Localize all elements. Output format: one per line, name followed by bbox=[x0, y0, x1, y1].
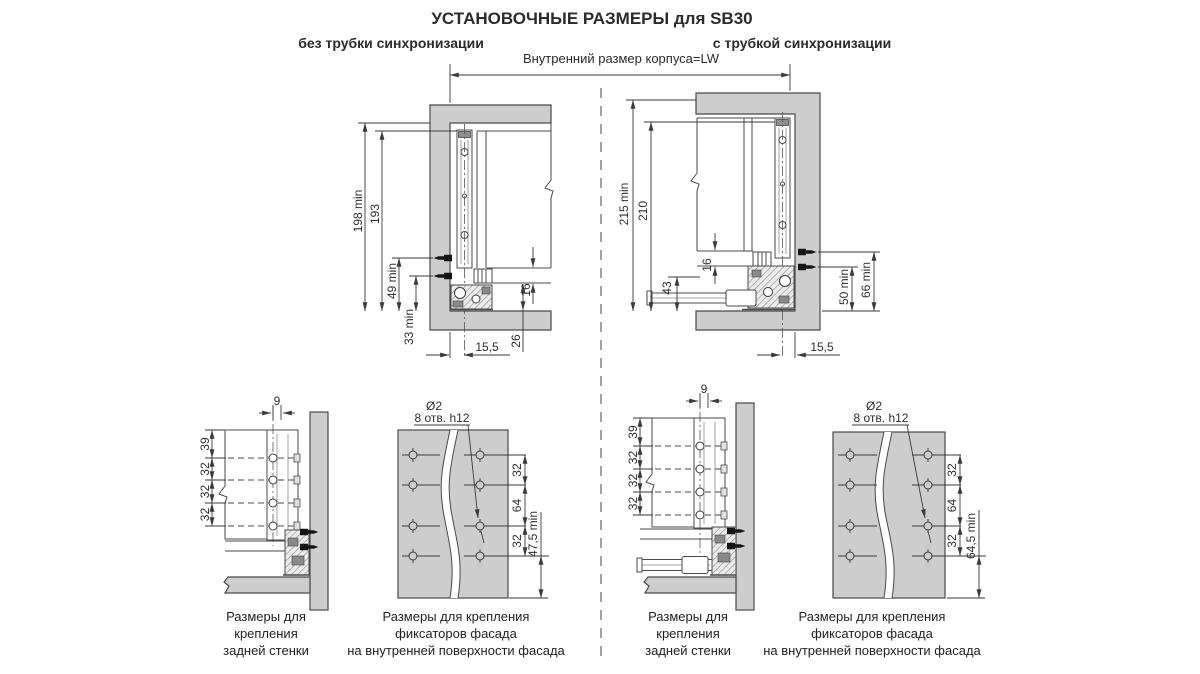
callout-holes: 8 отв. h12 bbox=[853, 411, 909, 425]
callout-holes: 8 отв. h12 bbox=[414, 411, 470, 425]
dim-screw-upper: 49 min bbox=[385, 262, 399, 300]
dim-row2: 32 bbox=[198, 462, 212, 476]
synchronization-tube bbox=[637, 557, 712, 574]
page-title: УСТАНОВОЧНЫЕ РАЗМЕРЫ для SB30 bbox=[431, 9, 753, 28]
dim-3: 32 bbox=[945, 534, 959, 548]
dim-top: 39 bbox=[198, 437, 212, 451]
dim-side-offset: 15,5 bbox=[475, 340, 499, 354]
caption-line: задней стенки bbox=[223, 643, 309, 658]
dim-axis-offset: 9 bbox=[273, 394, 281, 408]
dim-row4: 32 bbox=[626, 496, 640, 511]
dim-axis-offset: 9 bbox=[700, 382, 708, 396]
side-view-with-tube bbox=[617, 93, 880, 358]
dim-height-min: 215 min bbox=[617, 182, 631, 226]
dim-2: 64 bbox=[510, 498, 524, 513]
dim-bottom-gap: 26 bbox=[509, 334, 523, 348]
dim-1: 32 bbox=[510, 463, 524, 477]
caption-line: Размеры для крепления bbox=[382, 609, 530, 624]
dim-bottom-thickness: 16 bbox=[519, 283, 533, 297]
locking-mechanism bbox=[285, 530, 309, 575]
drawer-side-panel bbox=[310, 412, 328, 610]
rear-wall-view-right bbox=[626, 382, 754, 658]
caption-line: Размеры для bbox=[648, 609, 728, 624]
facade-holes-view-left bbox=[347, 399, 565, 658]
dim-rail-height: 193 bbox=[368, 203, 382, 225]
dim-rail-height: 210 bbox=[636, 200, 650, 222]
dim-row3: 32 bbox=[198, 484, 212, 499]
lw-dim-label: Внутренний размер корпуса=LW bbox=[522, 51, 720, 66]
dim-screw-upper: 66 min bbox=[859, 261, 873, 299]
dim-3: 32 bbox=[510, 534, 524, 548]
dim-2: 64 bbox=[945, 498, 959, 513]
caption-line: на внутренней поверхности фасада bbox=[763, 643, 981, 658]
back-wall-panel bbox=[646, 418, 694, 527]
dim-row4: 32 bbox=[198, 507, 212, 522]
facade-holes-view-right bbox=[763, 399, 986, 658]
dim-top: 39 bbox=[626, 425, 640, 439]
dim-bottom-thickness: 16 bbox=[700, 258, 714, 272]
dim-height-min: 198 min bbox=[351, 189, 365, 233]
back-wall-panel bbox=[219, 430, 267, 539]
dim-screw-lower: 33 min bbox=[402, 308, 416, 346]
caption-line: фиксаторов фасада bbox=[811, 626, 933, 641]
drawer-side-panel bbox=[736, 403, 754, 610]
caption-line: фиксаторов фасада bbox=[395, 626, 517, 641]
dim-screw-lower: 50 min bbox=[837, 268, 851, 306]
caption-line: Размеры для bbox=[226, 609, 306, 624]
side-view-without-tube bbox=[351, 105, 553, 358]
dim-1: 32 bbox=[945, 463, 959, 477]
rear-wall-view-left bbox=[198, 394, 328, 658]
caption-line: задней стенки bbox=[645, 643, 731, 658]
cabinet-bottom bbox=[644, 577, 736, 593]
dim-row3: 32 bbox=[626, 473, 640, 488]
caption-line: Размеры для крепления bbox=[798, 609, 946, 624]
right-variant-title: с трубкой синхронизации bbox=[712, 35, 892, 51]
left-variant-title: без трубки синхронизации bbox=[298, 35, 484, 51]
cabinet-bottom bbox=[224, 577, 310, 593]
callout-diameter: Ø2 bbox=[865, 399, 883, 413]
callout-diameter: Ø2 bbox=[425, 399, 443, 413]
dim-row2: 32 bbox=[626, 450, 640, 465]
caption-line: крепления bbox=[234, 626, 298, 641]
caption-line: на внутренней поверхности фасада bbox=[347, 643, 565, 658]
caption-line: крепления bbox=[656, 626, 720, 641]
dim-edge-min: 64,5 min bbox=[964, 512, 978, 560]
dim-bottom-gap: 43 bbox=[660, 281, 674, 295]
dim-side-offset: 15,5 bbox=[810, 340, 834, 354]
locking-mechanism bbox=[712, 527, 736, 575]
dim-edge-min: 47,5 min bbox=[526, 510, 540, 558]
